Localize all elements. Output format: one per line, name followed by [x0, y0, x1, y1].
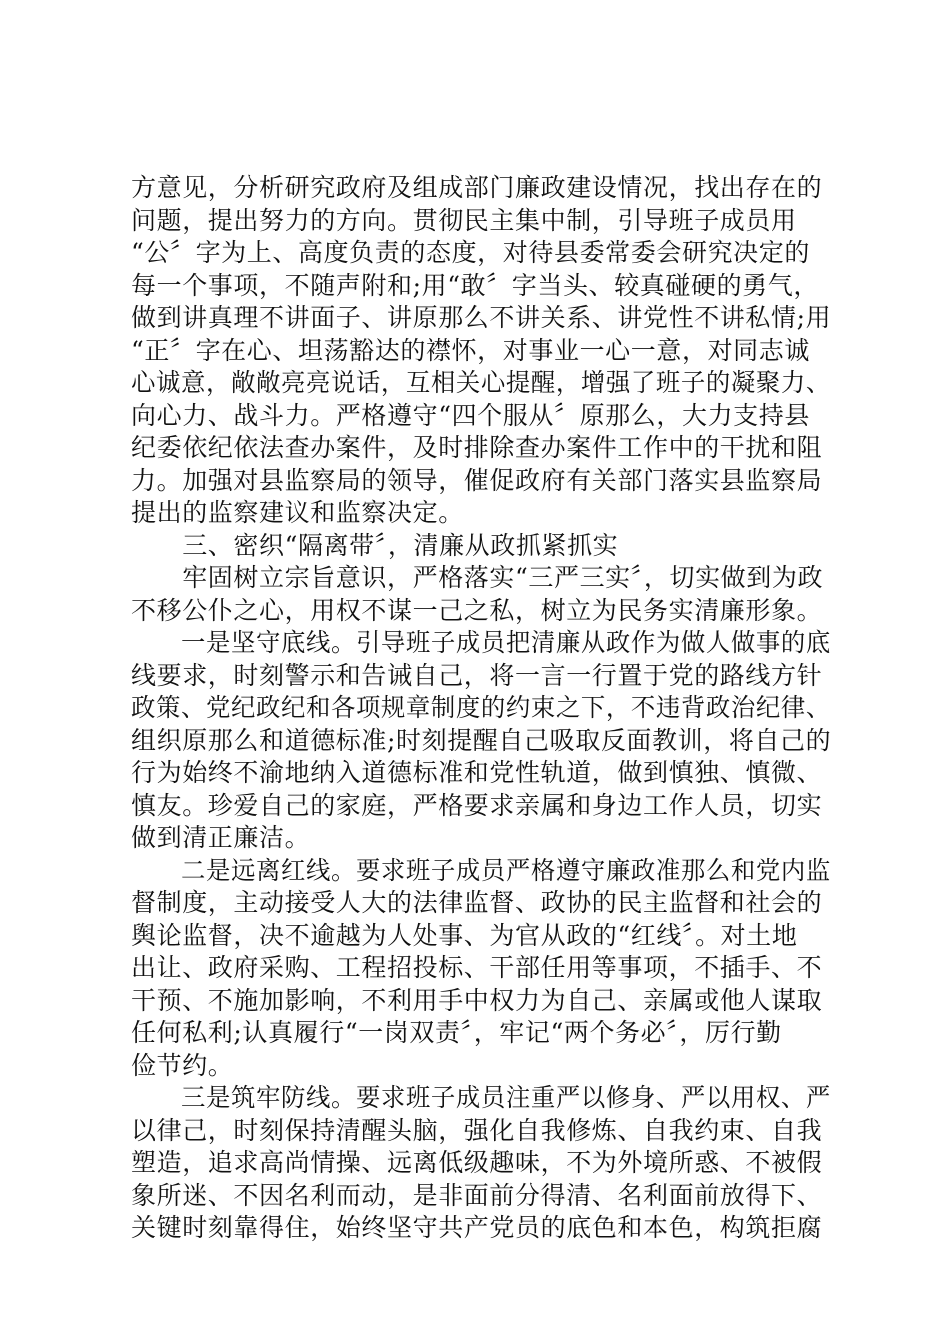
- text-line: 政策、党纪政纪和各项规章制度的约束之下，不违背政治纪律、: [131, 693, 831, 722]
- text-line: 纪委依纪依法查办案件，及时排除查办案件工作中的干扰和阻: [131, 433, 823, 462]
- text-line: 一是坚守底线。引导班子成员把清廉从政作为做人做事的底: [131, 628, 831, 657]
- text-line: 向心力、战斗力。严格遵守“四个服从〞原那么，大力支持县: [131, 400, 810, 430]
- text-line: 三是筑牢防线。要求班子成员注重严以修身、严以用权、严: [131, 1083, 831, 1112]
- text-line: “正〞字在心、坦荡豁达的襟怀，对事业一心一意，对同志诚: [131, 335, 810, 365]
- text-line: 慎友。珍爱自己的家庭，严格要求亲属和身边工作人员，切实: [131, 790, 823, 820]
- text-line: 行为始终不渝地纳入道德标准和党性轨道，做到慎独、慎微、: [131, 758, 823, 787]
- text-line: 力。加强对县监察局的领导，催促政府有关部门落实县监察局: [131, 465, 823, 495]
- text-line: 心诚意，敞敞亮亮说话，互相关心提醒，增强了班子的凝聚力、: [131, 368, 831, 397]
- text-line: 线要求，时刻警示和告诫自己，将一言一行置于党的路线方针: [131, 660, 823, 690]
- text-line: 不移公仆之心，用权不谋一己之私，树立为民务实清廉形象。: [131, 595, 823, 625]
- text-line: 做到讲真理不讲面子、讲原那么不讲关系、讲党性不讲私情;用: [131, 303, 832, 332]
- text-line: 象所迷、不因名利而动，是非面前分得清、名利面前放得下、: [131, 1180, 823, 1210]
- text-line: 干预、不施加影响，不利用手中权力为自己、亲属或他人谋取: [131, 985, 823, 1015]
- text-line: 提出的监察建议和监察决定。: [131, 498, 464, 527]
- body-text: [131, 172, 831, 1245]
- text-line: 牢固树立宗旨意识，严格落实“三严三实〞，切实做到为政: [131, 563, 824, 592]
- text-line: 舆论监督，决不逾越为人处事、为官从政的“红线〞。对土地: [131, 920, 798, 950]
- text-line: 以律己，时刻保持清醒头脑，强化自我修炼、自我约束、自我: [131, 1115, 823, 1145]
- text-line: 二是远离红线。要求班子成员严格遵守廉政准那么和党内监: [131, 855, 831, 885]
- text-line: 塑造，追求高尚情操、远离低级趣味，不为外境所惑、不被假: [131, 1148, 823, 1177]
- text-line: 出让、政府采购、工程招投标、干部任用等事项，不插手、不: [131, 953, 823, 982]
- text-line: 问题，提出努力的方向。贯彻民主集中制，引导班子成员用: [131, 205, 797, 235]
- text-line: 组织原那么和道德标准;时刻提醒自己吸取反面教训，将自己的: [131, 725, 832, 755]
- text-line: 做到清正廉洁。: [131, 823, 311, 852]
- text-line: 关键时刻靠得住，始终坚守共产党员的底色和本色，构筑拒腐: [131, 1213, 823, 1242]
- text-line: 方意见，分析研究政府及组成部门廉政建设情况，找出存在的: [131, 173, 823, 202]
- text-line: 任何私利;认真履行“一岗双责〞，牢记“两个务必〞，厉行勤: [131, 1018, 782, 1047]
- text-line: 每一个事项，不随声附和;用“敢〞字当头、较真碰硬的勇气，: [131, 270, 820, 300]
- text-line: 俭节约。: [131, 1050, 234, 1080]
- text-line: 督制度，主动接受人大的法律监督、政协的民主监督和社会的: [131, 888, 823, 917]
- text-line: “公〞字为上、高度负责的态度，对待县委常委会研究决定的: [131, 238, 810, 267]
- text-line: 三、密织“隔离带〞，清廉从政抓紧抓实: [131, 530, 619, 560]
